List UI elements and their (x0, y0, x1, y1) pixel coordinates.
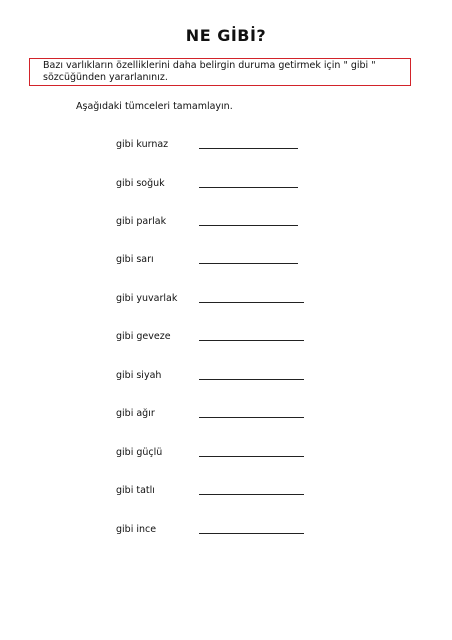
exercise-row-4 (0, 253, 452, 267)
page-title: NE GİBİ? (185, 26, 267, 45)
row-label: gibi ağır (116, 408, 155, 419)
row-label: gibi kurnaz (116, 139, 169, 150)
answer-blank[interactable] (199, 148, 298, 149)
row-label: gibi güçlü (116, 447, 163, 458)
row-label: gibi siyah (116, 370, 162, 381)
exercise-row-3 (0, 215, 452, 229)
exercise-row-5 (0, 292, 452, 306)
answer-blank[interactable] (199, 494, 304, 495)
row-label: gibi ince (116, 524, 157, 535)
row-label: gibi yuvarlak (116, 293, 178, 304)
answer-blank[interactable] (199, 302, 304, 303)
exercise-row-1 (0, 138, 452, 152)
instruction-line-2: sözcüğünden yararlanınız. (43, 72, 168, 83)
answer-blank[interactable] (199, 263, 298, 264)
row-label: gibi parlak (116, 216, 167, 227)
answer-blank[interactable] (199, 225, 298, 226)
answer-blank[interactable] (199, 379, 304, 380)
exercise-row-6 (0, 330, 452, 344)
answer-blank[interactable] (199, 187, 298, 188)
row-label: gibi sarı (116, 254, 154, 265)
answer-blank[interactable] (199, 533, 304, 534)
exercise-row-2 (0, 177, 452, 191)
answer-blank[interactable] (199, 456, 304, 457)
answer-blank[interactable] (199, 417, 304, 418)
row-label: gibi soğuk (116, 178, 165, 189)
row-label: gibi tatlı (116, 485, 155, 496)
row-label: gibi geveze (116, 331, 171, 342)
sub-instruction: Aşağıdaki tümceleri tamamlayın. (76, 101, 233, 112)
exercise-row-11 (0, 523, 452, 537)
exercise-row-10 (0, 484, 452, 498)
exercise-row-7 (0, 369, 452, 383)
exercise-row-8 (0, 407, 452, 421)
exercise-row-9 (0, 446, 452, 460)
instruction-line-1: Bazı varlıkların özelliklerini daha belirgin duruma getirmek için " gibi " (43, 60, 376, 71)
answer-blank[interactable] (199, 340, 304, 341)
